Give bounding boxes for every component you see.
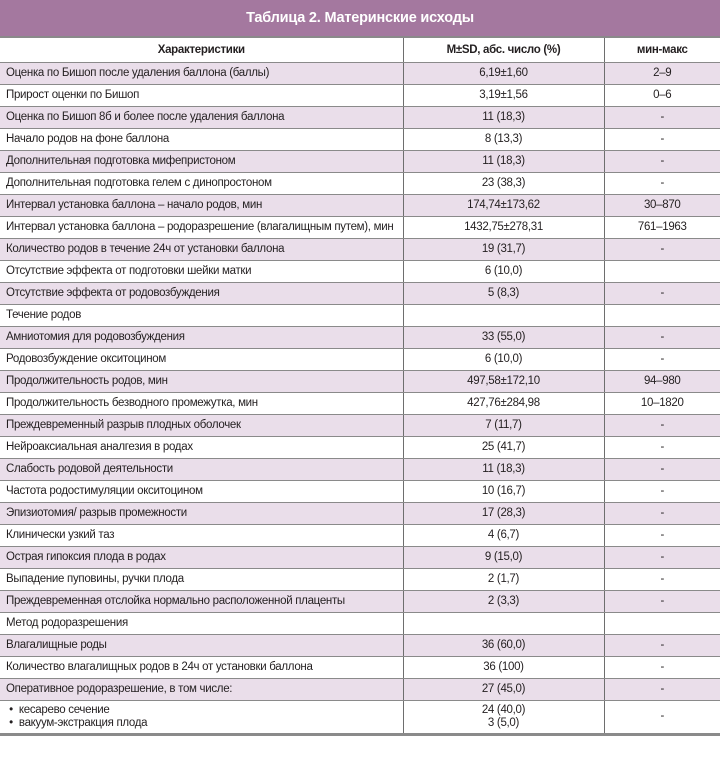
- row-range: -: [604, 348, 720, 370]
- row-label: Клинически узкий таз: [0, 524, 403, 546]
- table-row: [0, 282, 720, 304]
- row-label: Эпизиотомия/ разрыв промежности: [0, 502, 403, 524]
- table-row: [0, 656, 720, 678]
- row-label: Преждевременная отслойка нормально расположенной плаценты: [0, 590, 403, 612]
- row-value: 6 (10,0): [403, 348, 604, 370]
- row-range: -: [604, 480, 720, 502]
- row-label: Интервал установка баллона – родоразрешение (влагалищным путем), мин: [0, 216, 403, 238]
- table-row: [0, 590, 720, 612]
- row-label: Продолжительность безводного промежутка, мин: [0, 392, 403, 414]
- row-label: Интервал установка баллона – начало родов, мин: [0, 194, 403, 216]
- row-value: 2 (3,3): [403, 590, 604, 612]
- row-range: 2–9: [604, 62, 720, 84]
- table-row: [0, 546, 720, 568]
- column-header-mean-sd: M±SD, абс. число (%): [403, 38, 604, 62]
- row-value: 17 (28,3): [403, 502, 604, 524]
- table-row: [0, 502, 720, 524]
- row-value: 27 (45,0): [403, 678, 604, 700]
- row-value: [403, 304, 604, 326]
- row-label: Течение родов: [0, 304, 403, 326]
- subitem-vacuum: [6, 717, 397, 730]
- row-range: 94–980: [604, 370, 720, 392]
- row-range: -: [604, 106, 720, 128]
- row-range: -: [604, 656, 720, 678]
- table-row: [0, 172, 720, 194]
- subitem-range: -: [604, 700, 720, 734]
- row-label: Количество родов в течение 24ч от установки баллона: [0, 238, 403, 260]
- row-value: 23 (38,3): [403, 172, 604, 194]
- row-value: 497,58±172,10: [403, 370, 604, 392]
- table-row: [0, 458, 720, 480]
- row-label: Дополнительная подготовка мифепристоном: [0, 150, 403, 172]
- row-range: -: [604, 458, 720, 480]
- table-row: [0, 348, 720, 370]
- subitem-label: кесарево сечение: [18, 703, 110, 716]
- row-range: -: [604, 436, 720, 458]
- table-row: [0, 612, 720, 634]
- table-row: [0, 260, 720, 282]
- row-value: 36 (100): [403, 656, 604, 678]
- row-label: Количество влагалищных родов в 24ч от установки баллона: [0, 656, 403, 678]
- column-header-characteristics: Характеристики: [0, 38, 403, 62]
- row-range: [604, 612, 720, 634]
- row-value: 11 (18,3): [403, 106, 604, 128]
- row-value: 6 (10,0): [403, 260, 604, 282]
- row-range: -: [604, 128, 720, 150]
- subitem-label: вакуум-экстракция плода: [18, 716, 148, 729]
- row-range: 0–6: [604, 84, 720, 106]
- row-label: Преждевременный разрыв плодных оболочек: [0, 414, 403, 436]
- row-range: -: [604, 546, 720, 568]
- header-row: [0, 38, 720, 62]
- row-value: 33 (55,0): [403, 326, 604, 348]
- row-range: 30–870: [604, 194, 720, 216]
- row-value: 7 (11,7): [403, 414, 604, 436]
- table-row: [0, 370, 720, 392]
- table-row: [0, 106, 720, 128]
- subitem-value: 24 (40,0): [481, 703, 526, 716]
- row-value: 5 (8,3): [403, 282, 604, 304]
- table-row: [0, 84, 720, 106]
- table-row: [0, 392, 720, 414]
- row-range: -: [604, 238, 720, 260]
- table-row: [0, 150, 720, 172]
- table-body: [0, 62, 720, 734]
- table-row: [0, 194, 720, 216]
- row-label: Выпадение пуповины, ручки плода: [0, 568, 403, 590]
- table-row: [0, 414, 720, 436]
- table-row: [0, 304, 720, 326]
- row-range: -: [604, 282, 720, 304]
- row-value: 174,74±173,62: [403, 194, 604, 216]
- row-range: -: [604, 568, 720, 590]
- row-value: [403, 612, 604, 634]
- row-range: -: [604, 172, 720, 194]
- subitem-value: 3 (5,0): [487, 716, 520, 729]
- row-label: Слабость родовой деятельности: [0, 458, 403, 480]
- row-range: -: [604, 590, 720, 612]
- row-label: Оценка по Бишоп после удаления баллона (баллы): [0, 62, 403, 84]
- row-value: 2 (1,7): [403, 568, 604, 590]
- row-label: Прирост оценки по Бишоп: [0, 84, 403, 106]
- row-value: 6,19±1,60: [403, 62, 604, 84]
- table-row: [0, 436, 720, 458]
- subitem-caesarean: [6, 704, 397, 717]
- row-value: 4 (6,7): [403, 524, 604, 546]
- row-value: 19 (31,7): [403, 238, 604, 260]
- table-row: [0, 62, 720, 84]
- row-range: -: [604, 502, 720, 524]
- row-label: Отсутствие эффекта от родовозбуждения: [0, 282, 403, 304]
- row-range: -: [604, 150, 720, 172]
- row-range: 10–1820: [604, 392, 720, 414]
- row-label: Метод родоразрешения: [0, 612, 403, 634]
- table-row: [0, 326, 720, 348]
- row-value: 1432,75±278,31: [403, 216, 604, 238]
- row-value: 8 (13,3): [403, 128, 604, 150]
- row-label: Дополнительная подготовка гелем с динопростоном: [0, 172, 403, 194]
- row-label: Амниотомия для родовозбуждения: [0, 326, 403, 348]
- row-value: 36 (60,0): [403, 634, 604, 656]
- row-range: -: [604, 524, 720, 546]
- row-label: Оценка по Бишоп 8б и более после удаления баллона: [0, 106, 403, 128]
- row-range: [604, 260, 720, 282]
- row-value: 10 (16,7): [403, 480, 604, 502]
- row-value: 25 (41,7): [403, 436, 604, 458]
- table-row-subitems: [0, 700, 720, 734]
- column-header-min-max: мин-макс: [604, 38, 720, 62]
- table-row: [0, 634, 720, 656]
- row-value: 3,19±1,56: [403, 84, 604, 106]
- row-label: Влагалищные роды: [0, 634, 403, 656]
- table-row: [0, 238, 720, 260]
- row-value: 427,76±284,98: [403, 392, 604, 414]
- row-range: 761–1963: [604, 216, 720, 238]
- row-label: Оперативное родоразрешение, в том числе:: [0, 678, 403, 700]
- row-range: -: [604, 634, 720, 656]
- row-range: -: [604, 414, 720, 436]
- row-label: Острая гипоксия плода в родах: [0, 546, 403, 568]
- table-row: [0, 480, 720, 502]
- row-label: Нейроаксиальная аналгезия в родах: [0, 436, 403, 458]
- row-value: 11 (18,3): [403, 458, 604, 480]
- row-label: Частота родостимуляции окситоцином: [0, 480, 403, 502]
- bullet-icon: •: [9, 716, 13, 729]
- table-row: [0, 568, 720, 590]
- table-row: [0, 128, 720, 150]
- row-label: Родовозбуждение окситоцином: [0, 348, 403, 370]
- row-value: 11 (18,3): [403, 150, 604, 172]
- table-row: [0, 216, 720, 238]
- subitem-labels: [0, 700, 403, 734]
- row-value: 9 (15,0): [403, 546, 604, 568]
- row-range: -: [604, 326, 720, 348]
- row-range: -: [604, 678, 720, 700]
- bullet-icon: •: [9, 703, 13, 716]
- row-range: [604, 304, 720, 326]
- row-label: Отсутствие эффекта от подготовки шейки матки: [0, 260, 403, 282]
- row-label: Начало родов на фоне баллона: [0, 128, 403, 150]
- subitem-values: [403, 700, 604, 734]
- row-label: Продолжительность родов, мин: [0, 370, 403, 392]
- table-title: Таблица 2. Материнские исходы: [0, 0, 720, 38]
- maternal-outcomes-table: [0, 38, 720, 736]
- table-row: [0, 524, 720, 546]
- table-row: [0, 678, 720, 700]
